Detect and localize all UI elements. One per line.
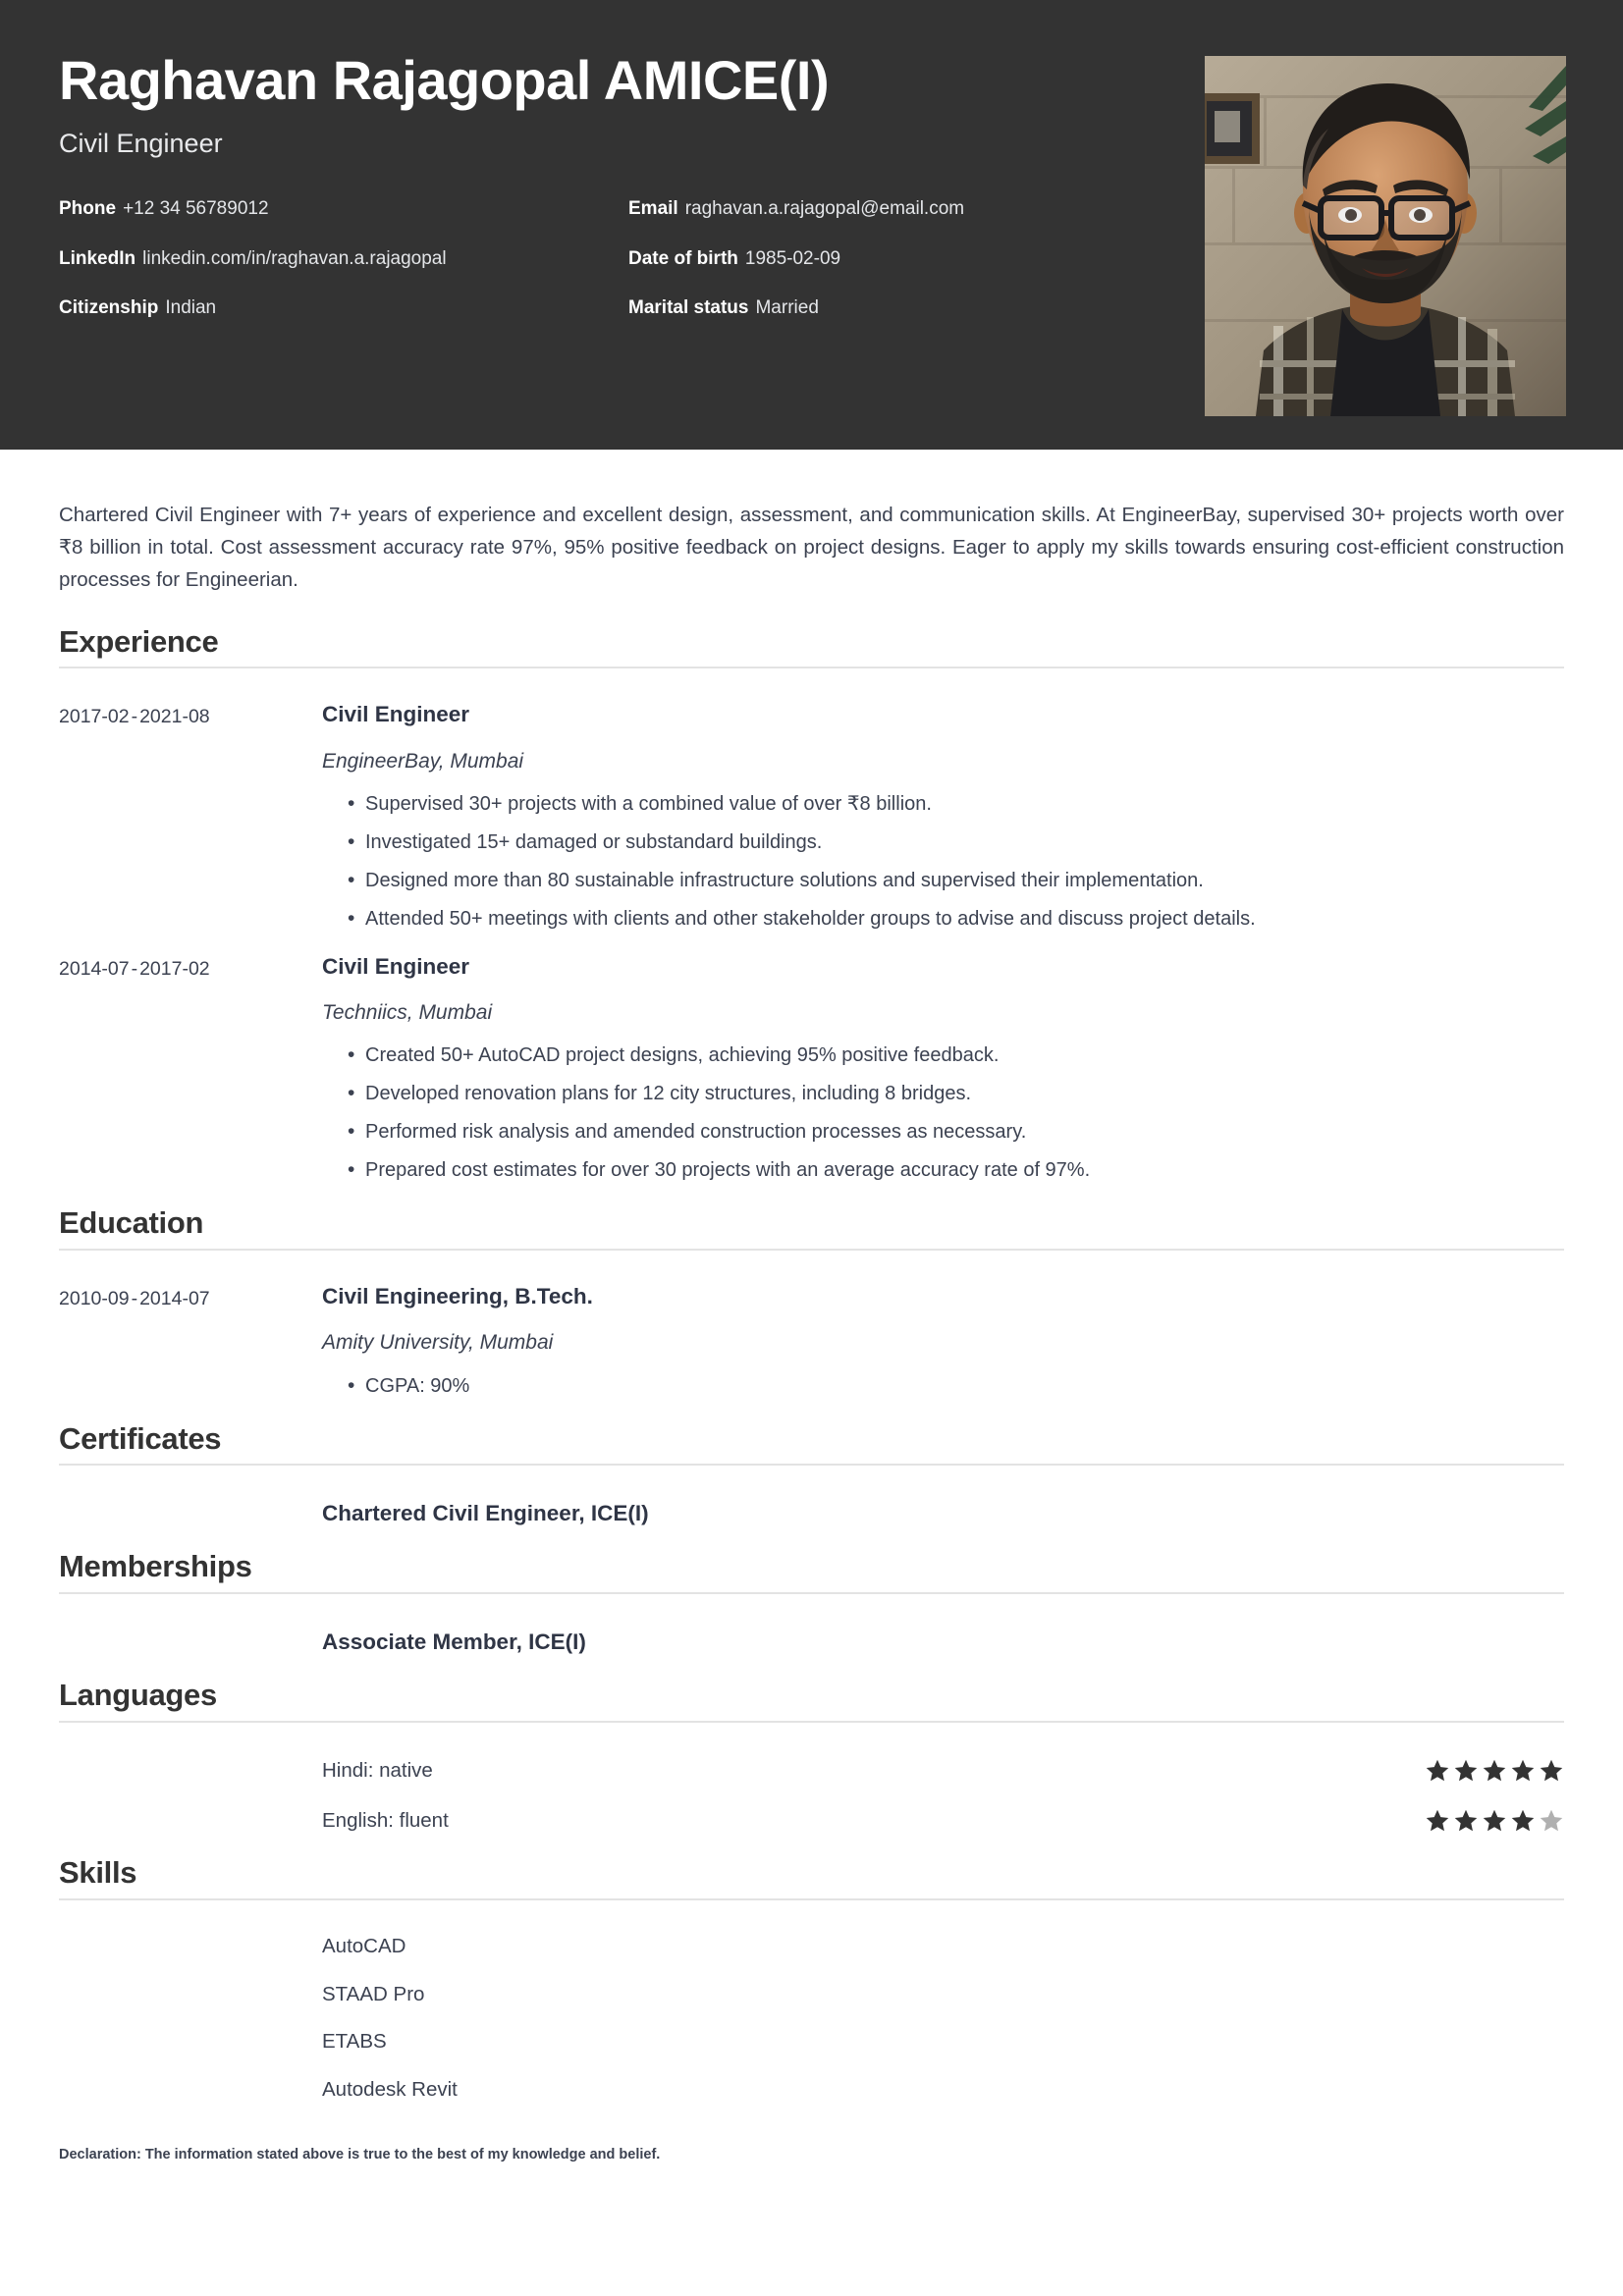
section-title-languages: Languages	[59, 1678, 217, 1713]
skill-name: ETABS	[322, 2030, 387, 2054]
contact-marital-status	[628, 296, 1168, 321]
contact-email-label: Email	[628, 197, 678, 219]
contact-email	[628, 197, 1168, 222]
experience-bullet-list	[322, 1042, 1564, 1184]
page-title: Raghavan Rajagopal AMICE(I)	[59, 49, 830, 111]
date-start: 2010-09	[59, 1287, 130, 1309]
section-divider	[59, 1249, 1564, 1251]
contact-dob	[628, 247, 1168, 272]
skill-entry	[59, 2056, 1564, 2104]
contact-citizenship-label: Citizenship	[59, 297, 159, 319]
education-entry	[59, 1262, 1564, 1400]
professional-summary: Chartered Civil Engineer with 7+ years of experience and excellent design, assessment, and communication skills. At EngineerBay, supervised 30+ projects worth over ₹8 billion in total. Cost assessment accuracy rate 97%, 95% positive feedback on project designs. Eager to apply my skills towards ensuring cost-efficient construction processes for Engineerian.	[59, 504, 1564, 592]
section-divider	[59, 1592, 1564, 1594]
section-divider	[59, 1721, 1564, 1723]
experience-entry-dates	[59, 700, 322, 729]
star-filled-icon	[1510, 1758, 1536, 1784]
contact-marital-status-label: Marital status	[628, 297, 749, 319]
resume-header	[0, 0, 1623, 450]
membership-name: Associate Member, ICE(I)	[322, 1629, 586, 1655]
skill-name: STAAD Pro	[322, 1982, 425, 2005]
star-filled-icon	[1453, 1808, 1479, 1834]
experience-company: Techniics, Mumbai	[322, 1001, 493, 1025]
skill-entry	[59, 1912, 1564, 1960]
contact-details	[59, 197, 1168, 321]
star-filled-icon	[1425, 1808, 1450, 1834]
experience-entry	[59, 933, 1564, 1185]
language-row	[59, 1785, 1564, 1835]
section-experience	[59, 624, 1564, 1185]
certificate-name: Chartered Civil Engineer, ICE(I)	[322, 1501, 649, 1526]
contact-citizenship	[59, 296, 628, 321]
star-filled-icon	[1453, 1758, 1479, 1784]
section-title-certificates: Certificates	[59, 1420, 222, 1456]
date-end: 2014-07	[139, 1287, 210, 1309]
contact-phone-label: Phone	[59, 197, 117, 219]
section-divider	[59, 1898, 1564, 1900]
section-education	[59, 1205, 1564, 1399]
language-rating-stars	[1425, 1758, 1564, 1784]
skill-name: AutoCAD	[322, 1934, 406, 1957]
star-filled-icon	[1482, 1758, 1507, 1784]
star-filled-icon	[1425, 1758, 1450, 1784]
section-divider	[59, 1464, 1564, 1466]
contact-linkedin-value[interactable]: linkedin.com/in/raghavan.a.rajagopal	[142, 247, 447, 269]
header-left-column	[59, 0, 1168, 321]
contact-linkedin	[59, 247, 628, 272]
education-bullet-list	[322, 1373, 1564, 1400]
experience-job-title: Civil Engineer	[322, 953, 470, 979]
education-institution: Amity University, Mumbai	[322, 1331, 554, 1355]
experience-entry	[59, 680, 1564, 933]
star-filled-icon	[1482, 1808, 1507, 1834]
date-start: 2014-07	[59, 957, 130, 980]
date-separator: -	[131, 957, 138, 980]
list-item: • Designed more than 80 sustainable infrastructure solutions and supervised their implementation.	[348, 868, 1564, 894]
education-degree: Civil Engineering, B.Tech.	[322, 1283, 593, 1308]
experience-bullet-list	[322, 791, 1564, 933]
experience-company: EngineerBay, Mumbai	[322, 749, 524, 773]
section-memberships	[59, 1549, 1564, 1656]
contact-phone-value: +12 34 56789012	[123, 197, 269, 219]
section-title-skills: Skills	[59, 1855, 137, 1891]
list-item: • Developed renovation plans for 12 city structures, including 8 bridges.	[348, 1081, 1564, 1107]
section-title-experience: Experience	[59, 623, 219, 659]
language-rating-stars	[1425, 1808, 1564, 1834]
contact-email-value[interactable]: raghavan.a.rajagopal@email.com	[684, 197, 965, 219]
declaration-text: Declaration: The information stated above is true to the best of my knowledge and belief.	[59, 2147, 661, 2163]
list-item: • Created 50+ AutoCAD project designs, achieving 95% positive feedback.	[348, 1042, 1564, 1069]
list-item: • Supervised 30+ projects with a combined value of over ₹8 billion.	[348, 791, 1564, 818]
list-item: • Performed risk analysis and amended construction processes as necessary.	[348, 1119, 1564, 1146]
date-separator: -	[131, 1287, 138, 1309]
star-filled-icon	[1510, 1808, 1536, 1834]
star-filled-icon	[1539, 1758, 1564, 1784]
skill-entry	[59, 2007, 1564, 2056]
contact-marital-status-value: Married	[755, 297, 819, 319]
language-name: Hindi: native	[322, 1758, 433, 1782]
contact-linkedin-label: LinkedIn	[59, 247, 136, 269]
date-end: 2021-08	[139, 706, 210, 728]
section-divider	[59, 667, 1564, 668]
star-empty-icon	[1539, 1808, 1564, 1834]
list-item: • Prepared cost estimates for over 30 projects with an average accuracy rate of 97%.	[348, 1157, 1564, 1184]
contact-citizenship-value: Indian	[165, 297, 217, 319]
language-row	[59, 1735, 1564, 1785]
experience-entry-main	[322, 700, 1564, 933]
section-languages	[59, 1678, 1564, 1834]
education-entry-dates	[59, 1282, 322, 1311]
section-skills	[59, 1855, 1564, 2103]
list-item: • Attended 50+ meetings with clients and other stakeholder groups to advise and discuss project details.	[348, 906, 1564, 933]
skill-entry	[59, 1960, 1564, 2008]
section-title-education: Education	[59, 1205, 204, 1241]
resume-body	[0, 450, 1623, 2194]
avatar	[1205, 56, 1566, 416]
section-certificates	[59, 1421, 1564, 1528]
date-separator: -	[131, 706, 138, 728]
date-end: 2017-02	[139, 957, 210, 980]
profile-photo-illustration	[1205, 56, 1566, 416]
section-title-memberships: Memberships	[59, 1549, 252, 1584]
certificate-entry	[59, 1477, 1564, 1527]
experience-job-title: Civil Engineer	[322, 702, 470, 727]
skill-name: Autodesk Revit	[322, 2077, 458, 2101]
contact-dob-label: Date of birth	[628, 247, 738, 269]
experience-entry-main	[322, 952, 1564, 1185]
date-start: 2017-02	[59, 706, 130, 728]
list-item: • CGPA: 90%	[348, 1373, 1564, 1400]
job-title: Civil Engineer	[59, 129, 223, 159]
experience-entry-dates	[59, 952, 322, 982]
contact-phone	[59, 197, 628, 222]
contact-dob-value: 1985-02-09	[744, 247, 841, 269]
membership-entry	[59, 1606, 1564, 1656]
language-name: English: fluent	[322, 1808, 449, 1832]
education-entry-main	[322, 1282, 1564, 1400]
list-item: • Investigated 15+ damaged or substandard buildings.	[348, 829, 1564, 856]
